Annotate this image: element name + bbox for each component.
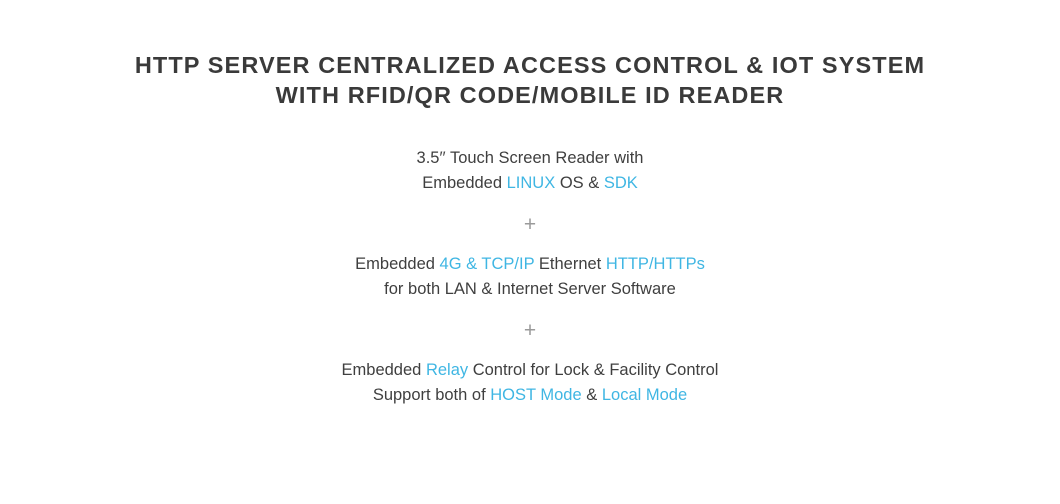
feature-line: [0, 146, 1060, 171]
feature-line: [0, 277, 1060, 302]
accent-text: Relay: [425, 361, 469, 379]
feature-block-1: [0, 146, 1060, 196]
plain-text: for both LAN & Internet Server Software: [384, 280, 676, 298]
feature-list: [0, 146, 1060, 408]
plain-text: OS &: [555, 174, 604, 192]
accent-text: HOST Mode: [490, 386, 582, 404]
accent-text: Local Mode: [601, 386, 688, 404]
accent-text: 4G & TCP/IP: [439, 255, 535, 273]
feature-block-3: [0, 358, 1060, 408]
plain-text: Embedded: [341, 361, 426, 379]
page-title-line-2: WITH RFID/QR CODE/MOBILE ID READER: [275, 82, 785, 108]
plain-text: Control for Lock & Facility Control: [468, 361, 719, 379]
plain-text: Embedded: [422, 174, 507, 192]
page-title: [0, 50, 1060, 110]
feature-line: [0, 171, 1060, 196]
feature-line: [0, 358, 1060, 383]
accent-text: SDK: [603, 174, 638, 192]
page-title-line-1: HTTP SERVER CENTRALIZED ACCESS CONTROL & IOT SYSTEM: [134, 52, 926, 78]
plus-separator-1: +: [523, 213, 537, 236]
feature-block-2: [0, 252, 1060, 302]
feature-line: [0, 383, 1060, 408]
feature-line: [0, 252, 1060, 277]
plain-text: Support both of: [372, 386, 491, 404]
plain-text: Embedded: [355, 255, 440, 273]
accent-text: LINUX: [506, 174, 556, 192]
plus-separator-2: +: [523, 319, 537, 342]
accent-text: HTTP/HTTPs: [605, 255, 705, 273]
plain-text: &: [581, 386, 602, 404]
plain-text: Ethernet: [534, 255, 606, 273]
plain-text: 3.5′′ Touch Screen Reader with: [416, 149, 644, 167]
